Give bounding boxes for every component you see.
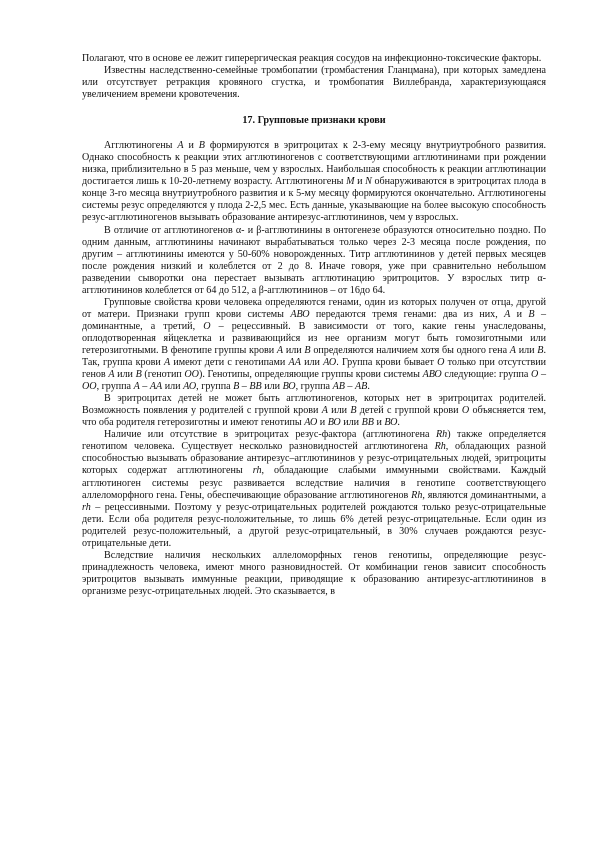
paragraph-thrombopathy: Известны наследственно-семейные тромбопатии (тромбастения Гланцмана), при которых замедлена или отсутствует ретракция кровяного сгустка, и тромбопатия Виллебранда, характеризующаяся увеличением времени кровотечения.: [82, 65, 546, 101]
paragraph-allelomorphic: Вследствие наличия нескольких аллеломорфных генов генотипы, определяющие резус-принадлежность человека, имеют много разновидностей. От комбинации генов зависит способность эритроцитов вызывать иммунные реакции, приводящие к образованию антирезус-агглютининов в организме резус-отрицательных людей. Это сказывается, в: [82, 549, 546, 597]
paragraph-agglutinins: В отличие от агглютиногенов α- и β-агглютинины в онтогенезе образуются относительно поздно. По одним данным, агглютинины начинают вырабатываться только через 2-3 месяца после рождения, по другим – агглютинины имеются у 50-60% новорожденных. Титр агглютининов у детей первых месяцев после рождения низкий и колеблется от 2 до 8. Иначе говоря, уже при сравнительно небольшом разведении сыворотки она перестает вызывать агглютинацию эритроцитов. У взрослых титр α-агглютининов колеблется от 64 до 512, а β-агглютининов – от 16до 64.: [82, 224, 546, 296]
paragraph-group-genetics: Групповые свойства крови человека определяются генами, один из которых получен от отца, другой от матери. Признаки групп крови системы АВО передаются тремя генами: два из них, А и В – доминантные, а третий, О – рецессивный. В зависимости от того, какие гены унаследованы, оплодотворенная яйцеклетка и развивающийся из нее организм могут быть гомозиготными или гетерозиготными. В фенотипе группы крови А или В определяются наличием хотя бы одного гена А или В. Так, группа крови А имеют дети с генотипами АА или АО. Группа крови бывает О только при отсутствии генов А или В (генотип ОО). Генотипы, определяющие группы крови системы АВО следующие: группа О – ОО, группа А – АА или АО, группа В – ВВ или ВО, группа АВ – АВ.: [82, 296, 547, 393]
paragraph-rhesus: Наличие или отсутствие в эритроцитах резус-фактора (агглютиногена Rh) также определяется генотипом человека. Существует несколько разновидностей агглютиногена Rh, обладающих разной способностью вызывать образование антирезус–агглютининов у резус-отрицательных людей, эритроциты которых содержат агглютиногены rh, обладающие слабыми иммунными свойствами. Каждый агглютиноген системы резус развивается вследствие наличия в генотипе соответствующего аллеломорфного гена. Гены, обеспечивающие образование агглютиногенов Rh, являются доминантными, а rh – рецессивными. Поэтому у резус-отрицательных родителей рождаются только резус-отрицательные дети. Если оба родителя резус-положительные, то лишь 6% детей резус-отрицательные. Если один из родителей резус-положительный, а другой резус-отрицательный, в 30% случаев рождаются резус-отрицательные дети.: [82, 429, 547, 549]
paragraph-agglutinogens: Агглютиногены А и В формируются в эритроцитах к 2-3-ему месяцу внутриутробного развития. Однако способность к реакции этих агглютиногенов с соответствующими агглютининами при рождении низка, приблизительно в 5 раз меньше, чем у взрослых. Наибольшая способность к реакции агглютинации достигается лишь к 10-20-летнему возрасту. Агглютиногены М и N обнаруживаются в эритроцитах плода в конце 3-го месяца внутриутробного развития и к 5-му месяцу формируются окончательно. Агглютиногены системы резус определяются у плода 2-2,5 мес. Есть данные, указывающие на более высокую способность резус-агглютиногенов вызывать образование антирезус-агглютининов, чем у взрослых.: [82, 140, 547, 224]
paragraph-intro: Полагают, что в основе ее лежит гиперергическая реакция сосудов на инфекционно-токсические факторы.: [82, 53, 542, 64]
section-title: 17. Групповые признаки крови: [242, 115, 386, 127]
paragraph-children-groups: В эритроцитах детей не может быть агглютиногенов, которых нет в эритроцитах родителей. Возможность появления у родителей с группой крови А или В детей с группой крови О объясняется тем, что оба родителя гетерозиготны и имеют генотипы АО и ВО или ВВ и ВО.: [82, 393, 546, 429]
